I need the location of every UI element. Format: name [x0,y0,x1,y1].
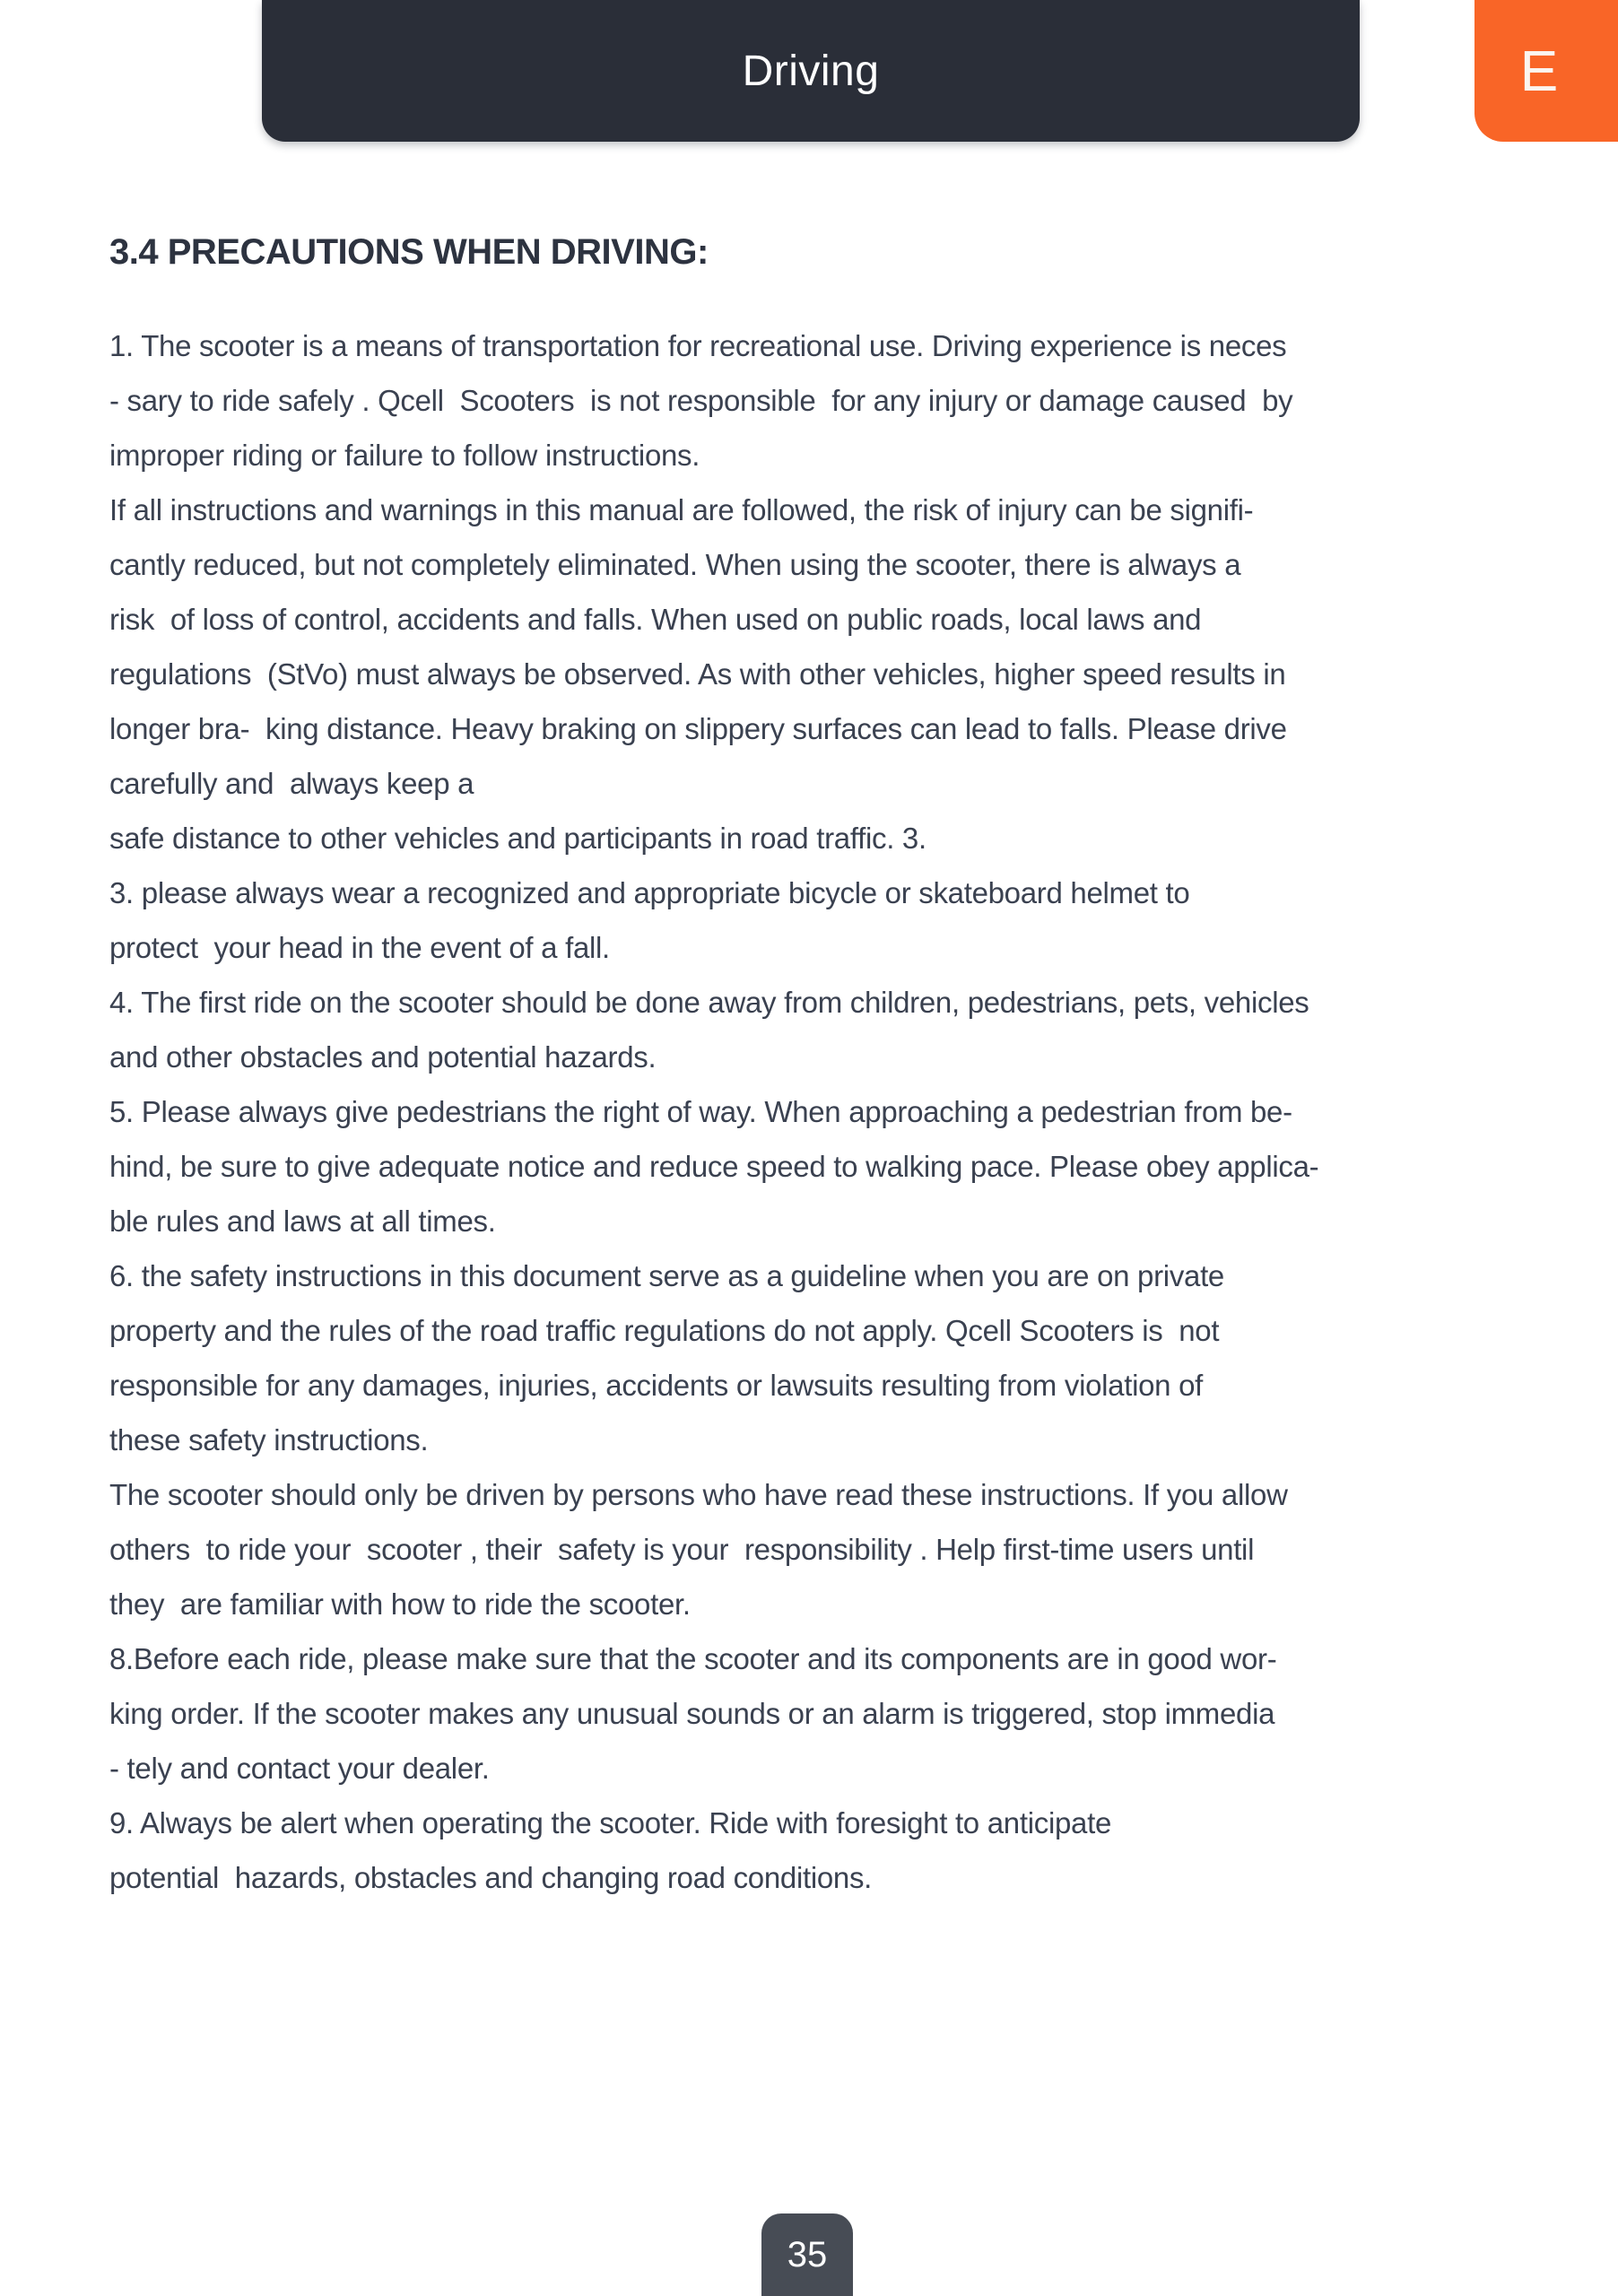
section-heading: 3.4 PRECAUTIONS WHEN DRIVING: [109,231,709,272]
body-line: these safety instructions. [109,1423,429,1457]
body-line: ble rules and laws at all times. [109,1205,496,1238]
body-line: - tely and contact your dealer. [109,1752,490,1785]
body-line: 8.Before each ride, please make sure that the scooter and its components are in good wor- [109,1642,1277,1675]
chapter-title: Driving [742,47,880,95]
body-line: regulations (StVo) must always be observed. As with other vehicles, higher speed results in [109,657,1286,691]
body-line: protect your head in the event of a fall. [109,931,610,964]
chapter-index-tab [1474,0,1618,142]
body-line: improper riding or failure to follow instructions. [109,439,700,472]
body-line: and other obstacles and potential hazards. [109,1040,657,1074]
page-number: 35 [787,2234,828,2274]
body-line: carefully and always keep a [109,767,474,800]
body-line: 4. The first ride on the scooter should be done away from children, pedestrians, pets, vehicles [109,986,1309,1019]
body-line: If all instructions and warnings in this manual are followed, the risk of injury can be signifi- [109,493,1254,526]
body-line: hind, be sure to give adequate notice and reduce speed to walking pace. Please obey applica- [109,1150,1319,1183]
body-line: - sary to ride safely . Qcell Scooters is not responsible for any injury or damage caused by [109,384,1293,417]
body-line: The scooter should only be driven by persons who have read these instructions. If you allow [109,1478,1288,1511]
body-line: 9. Always be alert when operating the scooter. Ride with foresight to anticipate [109,1806,1111,1839]
body-line: others to ride your scooter , their safety is your responsibility . Help first-time users until [109,1533,1255,1566]
body-line: longer bra- king distance. Heavy braking on slippery surfaces can lead to falls. Please drive [109,712,1287,745]
body-line: responsible for any damages, injuries, accidents or lawsuits resulting from violation of [109,1369,1204,1402]
body-line: 6. the safety instructions in this document serve as a guideline when you are on private [109,1259,1224,1292]
body-line: 5. Please always give pedestrians the right of way. When approaching a pedestrian from be- [109,1095,1292,1128]
chapter-header-bar [262,0,1360,142]
body-line: potential hazards, obstacles and changing road conditions. [109,1861,873,1894]
body-line: cantly reduced, but not completely eliminated. When using the scooter, there is always a [109,548,1241,581]
body-line: 1. The scooter is a means of transportation for recreational use. Driving experience is neces [109,329,1287,362]
body-text [109,318,1544,1905]
page-number-badge [761,2213,853,2296]
body-line: risk of loss of control, accidents and falls. When used on public roads, local laws and [109,603,1202,636]
body-line: 3. please always wear a recognized and appropriate bicycle or skateboard helmet to [109,876,1190,909]
index-tab-letter: E [1519,39,1559,103]
body-line: safe distance to other vehicles and participants in road traffic. 3. [109,822,926,855]
body-line: property and the rules of the road traffic regulations do not apply. Qcell Scooters is not [109,1314,1220,1347]
body-line: king order. If the scooter makes any unusual sounds or an alarm is triggered, stop immedia [109,1697,1275,1730]
body-line: they are familiar with how to ride the scooter. [109,1587,691,1621]
